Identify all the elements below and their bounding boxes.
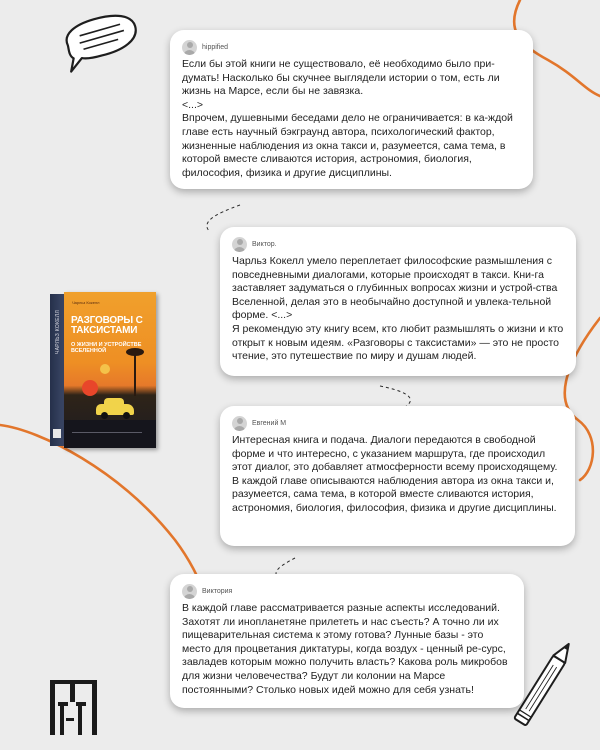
avatar	[182, 584, 197, 599]
road-line	[72, 432, 142, 433]
road	[64, 420, 156, 448]
review-card-viktor	[220, 227, 576, 376]
cover-subtitle: О ЖИЗНИ И УСТРОЙСТВЕ ВСЕЛЕННОЙ	[71, 342, 142, 354]
taxi-wheel	[101, 412, 108, 419]
avatar	[232, 416, 247, 431]
palm-trunk	[134, 352, 136, 396]
review-text	[232, 255, 566, 364]
cover-author: Чарльз Кокелл	[72, 300, 100, 305]
publisher-mark	[53, 429, 61, 438]
speech-bubble-doodle	[59, 9, 142, 72]
cover-title: РАЗГОВОРЫ С ТАКСИСТАМИ	[71, 315, 143, 336]
review-paragraph: Чарльз Кокелл умело переплетает философские размышления с повседневными диалогами, которые происходят в такси. Кни-га заставляет задуматься о глубинных вопросах жизни и устрой-ства Вселенной, делая это в необычайно доступной и увлека-тельной форме. <...>	[232, 255, 558, 322]
review-paragraph: Я рекомендую эту книгу всем, кто любит размышлять о жизни и кто открыт к новым идеям. «Разговоры с таксистами» — это не просто чтение, это путешествие по миру и душам людей.	[232, 322, 564, 363]
review-paragraph: Впрочем, душевными беседами дело не ограничивается: в ка-ждой главе есть научный бэкграунд автора, психологический фактор, жизненные наблюдения из окна такси и, разумеется, сама тема, в которой вместе сливаются история, астрономия, биология, философия, физика и другие дисциплины.	[182, 112, 513, 179]
review-author: hippified	[202, 43, 229, 51]
book-cover-image	[50, 292, 156, 448]
book-spine	[50, 294, 64, 446]
review-author: Евгений М	[252, 419, 287, 427]
review-author: Виктор.	[252, 240, 277, 248]
review-paragraph: В каждой главе рассматривается разные аспекты исследований. Захотят ли инопланетяне прилететь и нас съесть? А точно ли их пищеварительная система к этому готова? Лунные базы - это место для процветания диктатуры, когда воздух - ценный ре-сурс, завладев которым можно получить власть? Какова роль микробов для жизни человечества? Будут ли колонии на Марсе постоянными? Столько новых идей можно для себя узнать!	[182, 602, 508, 696]
review-card-viktoriya	[170, 574, 524, 708]
review-paragraph: Интересная книга и подача. Диалоги передаются в свободной форме и что интересно, с указанием маршрута, где происходил этот диалог, это добавляет атмосферности всему происходящему.	[232, 434, 558, 474]
moon-shape	[100, 364, 110, 374]
review-header	[182, 38, 523, 56]
spine-author: ЧАРЛЬЗ КОКЕЛЛ	[55, 309, 61, 354]
logo-mark	[50, 680, 97, 735]
review-header	[232, 235, 566, 253]
review-author: Виктория	[202, 587, 233, 595]
review-text	[182, 602, 514, 697]
review-text	[182, 58, 523, 180]
review-card-evgeniy	[220, 406, 575, 546]
review-header	[182, 582, 514, 600]
taxi-wheel	[123, 412, 130, 419]
review-card-hippified	[170, 30, 533, 189]
review-header	[232, 414, 565, 432]
avatar	[182, 40, 197, 55]
review-paragraph: В каждой главе описываются наблюдения автора из окна такси и, разумеется, сама тема, в которой вместе сливаются история, астрономия, биология, философия, физика и другие дисциплины.	[232, 474, 557, 514]
palm-leaves	[126, 348, 144, 356]
book-front	[64, 292, 156, 448]
review-text	[232, 434, 565, 516]
review-paragraph: Если бы этой книги не существовало, её необходимо было при-думать! Насколько бы скучнее выглядели истории о том, есть ли жизнь на Марсе, если бы не завязка.	[182, 58, 500, 98]
review-paragraph: <...>	[182, 98, 204, 111]
avatar	[232, 237, 247, 252]
sun-shape	[82, 380, 98, 396]
